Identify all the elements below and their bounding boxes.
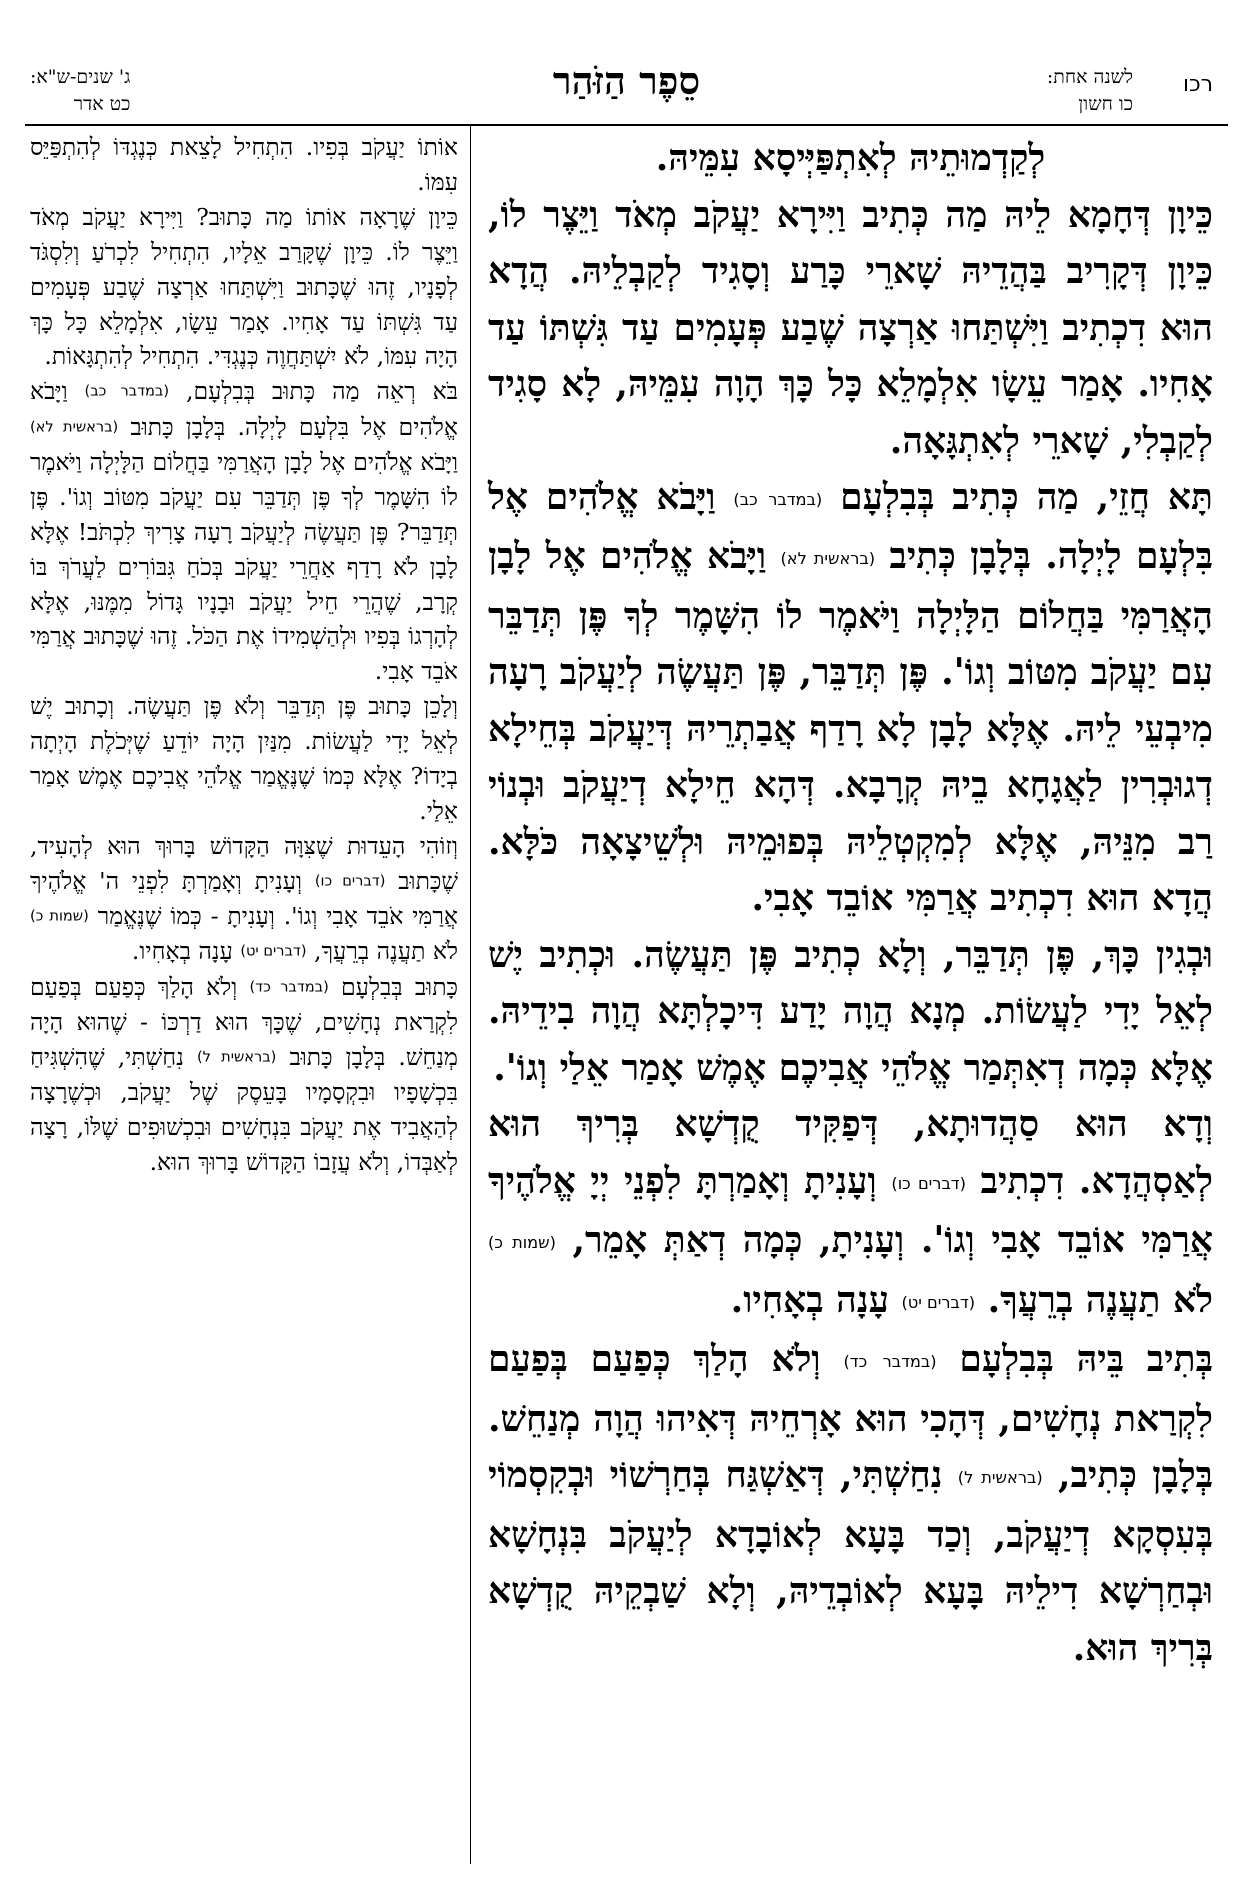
text-run: וְדָא הוּא סַהֲדוּתָא, דְּפַקִּיד קֻדְשָׁא בְּרִיךְ הוּא לְאַסְהֲדָא. דִכְתִיב	[488, 1103, 1213, 1202]
verse-source-ref: (במדבר כב)	[84, 382, 170, 400]
text-run: וְעָנִיתָ וְאָמַרְתָּ לִפְנֵי ה' אֱלֹהֶיךָ אֲרַמִּי אֹבֵד אָבִי וְגוֹ'. וְעָנִיתָ - כְּמוֹ שֶׁנֶּאֱמַר	[30, 866, 458, 931]
verse-source-ref: (במדבר כד)	[843, 1352, 937, 1372]
text-run: בֹּא רְאֵה מַה כָּתוּב בְּבִלְעָם,	[169, 377, 458, 406]
text-run: תָּא חֲזֵי, מַה כְּתִיב בְּבִלְעָם	[822, 476, 1213, 518]
text-run: וְעָנִיתָ וְאָמַרְתָּ לִפְנֵי יְיָ אֱלֹהֶיךָ אֲרַמִּי אוֹבֵד אָבִי וְגוֹ'. וְעָנִיתָ, כְּמָה דְאַתְּ אָמֵר,	[488, 1159, 1213, 1262]
side_column-paragraph	[30, 970, 458, 1180]
header-right-line2: כו חשון	[1078, 93, 1133, 115]
page-title: סֵפֶר הַזֹּהַר	[552, 58, 701, 103]
text-run: וְזוֹהִי הָעֵדוּת שֶׁצִּוָּה הַקָּדוֹשׁ בָּרוּךְ הוּא לְהָעִיד, שֶׁכָּתוּב	[30, 831, 459, 895]
verse-source-ref: (דברים יט)	[240, 942, 307, 960]
main_column-paragraph	[488, 927, 1213, 1097]
side_column-paragraph	[30, 374, 458, 689]
hebrew-translation-column	[30, 130, 458, 1180]
main_column-paragraph: לְקַדְמוּתֵיהּ לְאִתְפַּיְּיסָא עִמֵּיהּ.	[655, 137, 1046, 179]
text-run: וַיָּבֹא אֱלֹהִים אֶל בִּלְעָם לָיְלָה. בְּלָבָן כְּתִיב	[488, 476, 1214, 578]
text-run: נִחַשְׁתִּי, שֶׁהִשְׁגִּיחַ בִּכְשָׁפָיו וּבִקְסָמָיו בָּעֵסֶק שֶׁל יַעֲקֹב, וּכְשֶׁרָצָה לְהַאֲבִיד אֶת יַעֲקֹב בִּנְחָשִׁים וּבִכְשׁוּפִים שֶׁלּוֹ, רָצָה לְאַבְּדוֹ, וְלֹא עֲזָבוֹ הַקָּדוֹשׁ בָּרוּךְ הוּא.	[30, 1042, 458, 1176]
aramaic-main-column	[488, 130, 1213, 1676]
text-run: עָנָה בְאָחִיו.	[730, 1278, 902, 1321]
verse-source-ref: (דברים כו)	[891, 1173, 966, 1193]
text-run: נִחַשְׁתִּי, דְּאַשְׁגַּח בְּחַרְשׁוֹי וּבְקִסְמוֹי בְּעִסְקָא דְיַעֲקֹב, וְכַד בָּעָא לְאוֹבָדָא לְיַעֲקֹב בִּנְחָשָׁא וּבְחַרְשָׁא דִילֵיהּ בָּעָא לְאוֹבְדֵיהּ, וְלָא שַׁבְקֵיהּ קֻדְשָׁא בְּרִיךְ הוּא.	[488, 1454, 1213, 1669]
side_column-paragraph	[30, 200, 458, 375]
text-run: וְלָכֵן כָּתוּב פֶּן תְּדַבֵּר וְלֹא פֶּן תַּעֲשֶׂה. וְכָתוּב יֶשׁ לְאֵל יָדִי לַעֲשׂוֹת. מִנַּיִן הָיָה יוֹדֵעַ שֶׁיְּכֹלֶת הָיְתָה בְיָדוֹ? אֶלָּא כְּמוֹ שֶׁנֶּאֱמַר אֱלֹהֵי אֲבִיכֶם אֶמֶשׁ אָמַר אֵלַי.	[30, 692, 458, 825]
main_column-paragraph	[488, 1096, 1213, 1331]
verse-source-ref: (בראשית ל)	[957, 1468, 1043, 1488]
text-run: כֵּיוָן שֶׁרָאָה אוֹתוֹ מַה כָּתוּב? וַיִּירָא יַעֲקֹב מְאֹד וַיֵּצֶר לוֹ. כֵּיוָן שֶׁקָּרַב אֵלָיו, הִתְחִיל לִכְרֹעַ וְלִסְגֹּד לְפָנָיו, זֶהוּ שֶׁכָּתוּב וַיִּשְׁתַּחוּ אַרְצָה שֶׁבַע פְּעָמִים עַד גִּשְׁתּוֹ עַד אָחִיו. אָמַר עֵשָׂו, אִלְמָלֵא כָּל כָּךְ הָיָה עִמּוֹ, לֹא יִשְׁתַּחֲוֶה כְּנֶגְדִּי. הִתְחִיל לְהִתְגָּאוֹת.	[30, 202, 458, 371]
text-run: וַיָּבֹא אֱלֹהִים אֶל בִּלְעָם לָיְלָה. בְּלָבָן כָּתוּב	[30, 377, 458, 441]
verse-source-ref: (בראשית ל)	[196, 1048, 277, 1066]
text-run: עָנָה בְאָחִיו.	[131, 937, 241, 966]
text-run: כָּתוּב בְּבִלְעָם	[328, 972, 459, 1001]
header-right-line1: לשנה אחת:	[1046, 66, 1133, 88]
text-run: וּבְגִין כָּךְ, פֶּן תְּדַבֵּר, וְלָא כְתִיב פֶּן תַּעֲשֶׂה. וּכְתִיב יֶשׁ לְאֵל יָדִי לַעֲשׂוֹת. מְנָא הֲוָה יָדַע דִּיכָלְתָּא הֲוָה בִידֵיהּ. אֶלָּא כְּמָה דְאִתְּמַר אֱלֹהֵי אֲבִיכֶם אֶמֶשׁ אָמַר אֵלַי וְגוֹ'.	[488, 933, 1213, 1089]
column-divider	[470, 124, 471, 1864]
text-run: וְלֹא הָלַךְ כְּפַעַם בְּפַעַם לִקְרַאת נְחָשִׁים, שֶׁכָּךְ הוּא דַרְכּוֹ - שֶׁהוּא הָיָה מְנַחֵשׁ. בְּלָבָן כָּתוּב	[30, 972, 458, 1071]
text-run: אוֹתוֹ יַעֲקֹב בְּפִיו. הִתְחִיל לָצֵאת כְּנֶגְדּוֹ לְהִתְפַּיֵּס עִמּוֹ.	[30, 133, 458, 196]
main_column-paragraph	[488, 1331, 1213, 1676]
text-run: וַיָּבֹא אֱלֹהִים אֶל לָבָן הָאֲרַמִּי בַּחֲלוֹם הַלָּיְלָה וַיֹּאמֶר לוֹ הִשָּׁמֶר לְךָ פֶּן תְּדַבֵּר עִם יַעֲקֹב מִטּוֹב וְגוֹ'. פֶּן תְּדַבֵּר, פֶּן תַּעֲשֶׂה לְיַעֲקֹב רָעָה מִיבְעֵי לֵיהּ. אֶלָּא לָבָן לָא רָדַף אֲבַתְרֵיהּ דְּיַעֲקֹב בְּחֵילָא דְגוּבְרִין לַאֲגָחָא בֵיהּ קְרָבָא. דְּהָא חֵילָא דְיַעֲקֹב וּבְנוֹי רַב מִנֵּיהּ, אֶלָּא לְמִקְטְלֵיהּ בְּפוּמֵיהּ וּלְשֵׁיצָאָה כֹּלָּא. הֲדָא הוּא דִכְתִיב אֲרַמִּי אוֹבֵד אָבִי.	[488, 535, 1213, 920]
side_column-paragraph	[30, 130, 458, 200]
text-run: לֹא תַעֲנֶה בְרֵעֲךָ,	[306, 937, 458, 966]
verse-source-ref: (שמות כ)	[30, 907, 89, 925]
main_column-paragraph	[488, 469, 1213, 927]
main_column-paragraph	[488, 187, 1213, 470]
verse-source-ref: (שמות כ)	[488, 1233, 556, 1253]
verse-source-ref: (דברים יט)	[901, 1292, 976, 1312]
text-run: בְּתִיב בֵּיהּ בְּבִלְעָם	[936, 1338, 1213, 1381]
page-number: רכו	[1182, 72, 1213, 97]
text-run: וַיָּבֹא אֱלֹהִים אֶל לָבָן הָאֲרַמִּי בַּחֲלוֹם הַלָּיְלָה וַיֹּאמֶר לוֹ הִשָּׁמֶר לְךָ פֶּן תְּדַבֵּר עִם יַעֲקֹב מִטּוֹב וְגוֹ'. פֶּן תְּדַבֵּר? פֶּן תַּעֲשֶׂה לְיַעֲקֹב רָעָה צָרִיךְ לִכְתֹּב! אֶלָּא לָבָן לֹא רָדַף אַחֲרֵי יַעֲקֹב בְּכֹחַ גִּבּוֹרִים לַעֲרֹךְ בּוֹ קְרָב, שֶׁהֲרֵי חֵיל יַעֲקֹב וּבָנָיו גָּדוֹל מִמֶּנּוּ, אֶלָּא לְהָרְגוֹ בְּפִיו וּלְהַשְׁמִידוֹ אֶת הַכֹּל. זֶהוּ שֶׁכָּתוּב אֲרַמִּי אֹבֵד אָבִי.	[30, 447, 458, 686]
verse-source-ref: (בראשית לא)	[780, 549, 876, 569]
side_column-paragraph	[30, 829, 458, 970]
header-left-line2: כט אדר	[73, 93, 131, 115]
verse-source-ref: (בראשית לא)	[30, 417, 119, 435]
text-run: כֵּיוָן דְּחָמָא לֵיהּ מַה כְּתִיב וַיִּירָא יַעֲקֹב מְאֹד וַיֵּצֶר לוֹ, כֵּיוָן דְּקָרִיב בַּהֲדֵיהּ שָׁארֵי כָּרַע וְסָגִיד לְקַבְלֵיהּ. הֲדָא הוּא דִכְתִיב וַיִּשְׁתַּחוּ אַרְצָה שֶׁבַע פְּעָמִים עַד גִּשְׁתּוֹ עַד אָחִיו. אָמַר עֵשָׂו אִלְמָלֵא כָּל כָּךְ הָוָה עִמֵּיהּ, לָא סָגִיד לְקַבְלִי, שָׁארֵי לְאִתְגָּאָה.	[488, 193, 1213, 462]
text-run: וְלֹא הָלַךְ כְּפַעַם בְּפַעַם לִקְרַאת נְחָשִׁים, דְּהָכִי הוּא אָרְחֵיהּ דְּאִיהוּ הֲוָה מְנַחֵשׁ. בְּלָבָן כְּתִיב,	[488, 1338, 1214, 1497]
verse-source-ref: (במדבר כב)	[733, 489, 823, 509]
verse-source-ref: (במדבר כד)	[249, 977, 329, 995]
header-rule	[25, 124, 1228, 126]
text-run: לֹא תַעֲנֶה בְרֵעֲךָ.	[975, 1278, 1213, 1321]
header-left-info	[30, 64, 130, 118]
side_column-paragraph	[30, 689, 458, 829]
verse-source-ref: (דברים כו)	[314, 872, 386, 890]
header-left-line1: ג' שנים-ש"א:	[30, 66, 131, 88]
